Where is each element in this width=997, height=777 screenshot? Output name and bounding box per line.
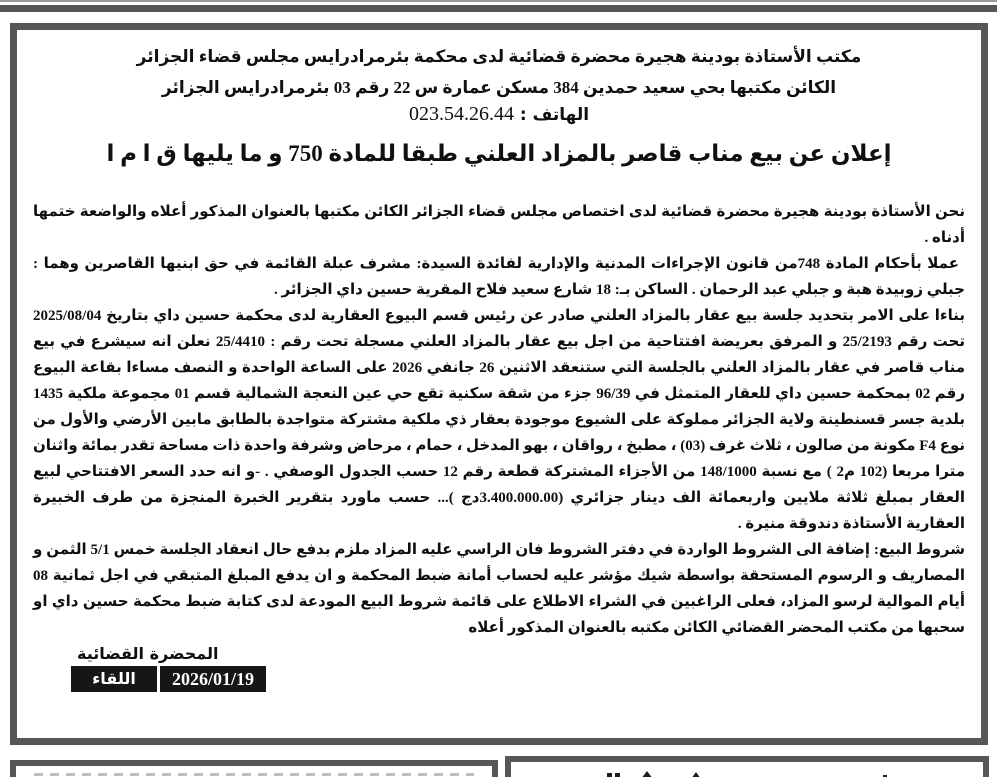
page-top-bar — [0, 5, 997, 12]
office-header-line2: الكائن مكتبها بحي سعيد حمدين 384 مسكن عمارة س 22 رقم 03 بئرمرادرايس الجزائر — [161, 78, 837, 97]
illegible-title-fragment — [511, 762, 983, 777]
badge-row — [71, 666, 965, 692]
meeting-badge: اللقاء — [71, 666, 157, 692]
page-top-rule — [0, 0, 997, 2]
phone-number: 023.54.26.44 — [408, 103, 514, 125]
legal-notice-box — [10, 23, 988, 745]
hearing-date-badge: 2026/01/19 — [160, 666, 266, 692]
legal-basis-paragraph: عملا بأحكام المادة 748من قانون الإجراءات المدنية والإدارية لفائدة السيدة: مشرف عبلة القائمة في حق ابنيها القاصرين وهما : جبلي زوبيدة هبة و جبلي عبد الرحمان . الساكن بـ: 18 شارع سعيد فلاح المقرية حسين داي الجزائر . — [33, 256, 965, 298]
next-notice-partial-left — [10, 760, 498, 777]
auction-details-paragraph: بناءا على الامر بتحديد جلسة بيع عقار بالمزاد العلني صادر عن رئيس قسم البيوع العقارية لدى محكمة حسين داي بتاريخ 2025/08/04 تحت رقم 25/2193 و المرفق بعريضة افتتاحية من اجل بيع عقار بالمزاد العلني مسجلة تحت رقم : 25/4410 نعلن انه سيشرع في بيع مناب قاصر في عقار بالمزاد العلني بالجلسة التي ستنعقد الاثنين 26 جانفي 2026 على الساعة الواحدة و النصف مساءا بقاعة البيوع رقم 02 بمحكمة حسين داي للعقار المتمثل في 96/39 جزء من شقة سكنية تقع حي عين النعجة الشمالية قسم 01 مجموعة ملكية 1435 بلدية جسر قسنطينة ولاية الجزائر مملوكة على الشيوع موجودة بعقار ذي ملكية مشتركة متواجدة بالطابق مابين الأرضي والأول من نوع F4 مكونة من صالون ، ثلاث غرف (03) ، مطبخ ، رواقان ، بهو المدخل ، حمام ، مرحاض وشرفة واحدة ذات مساحة تقدر بمائة واثنان مترا مربعا (102 م2 ) مع نسبة 148/1000 من الأجزاء المشتركة قطعة رقم 12 حسب الجدول الوصفي . -و انه حدد السعر الافتتاحي لبيع العقار بمبلغ ثلاثة ملايين واربعمائة الف دينار جزائري (3.400.000.00دج )... حسب ماورد بتقرير الخبرة المنجزة من طرف الخبيرة العقارية الأستاذة دندوقة منيرة . — [33, 308, 966, 532]
illegible-text-fragment — [34, 773, 474, 776]
bailiff-signature: المحضرة القضائية — [77, 644, 219, 663]
phone-line — [33, 100, 965, 129]
intro-paragraph: نحن الأستاذة بودينة هجيرة محضرة قضائية لدى اختصاص مجلس قضاء الجزائر الكائن مكتبها بالعنوان المذكور أعلاه والواضعة ختمها أدناه . — [33, 204, 965, 246]
phone-label: الهاتف : — [519, 105, 590, 125]
sale-conditions-paragraph: شروط البيع: إضافة الى الشروط الواردة في دفتر الشروط فان الراسي عليه المزاد ملزم بدفع حال انعقاد الجلسة خمس 5/1 الثمن و المصاريف و الرسوم المستحقة بواسطة شيك مؤشر عليه لحساب أمانة ضبط المحكمة و ان يدفع المبلغ المتبقي في اجل ثمانية 08 أيام الموالية لرسو المزاد، فعلى الراغبين في الشراء الاطلاع على قائمة شروط البيع المودعة لدى كتابة ضبط محكمة حسين داي او سحبها من مكتب المحضر القضائي الكائن مكتبه بالعنوان المذكور أعلاه — [33, 542, 965, 636]
next-notice-partial-right — [505, 756, 989, 777]
office-header-line1: مكتب الأستاذة بودينة هجيرة محضرة قضائية لدى محكمة بئرمرادرايس مجلس قضاء الجزائر — [136, 47, 862, 66]
notice-title: إعلان عن بيع مناب قاصر بالمزاد العلني طبقا للمادة 750 و ما يليها ق ا م ا — [106, 141, 892, 166]
